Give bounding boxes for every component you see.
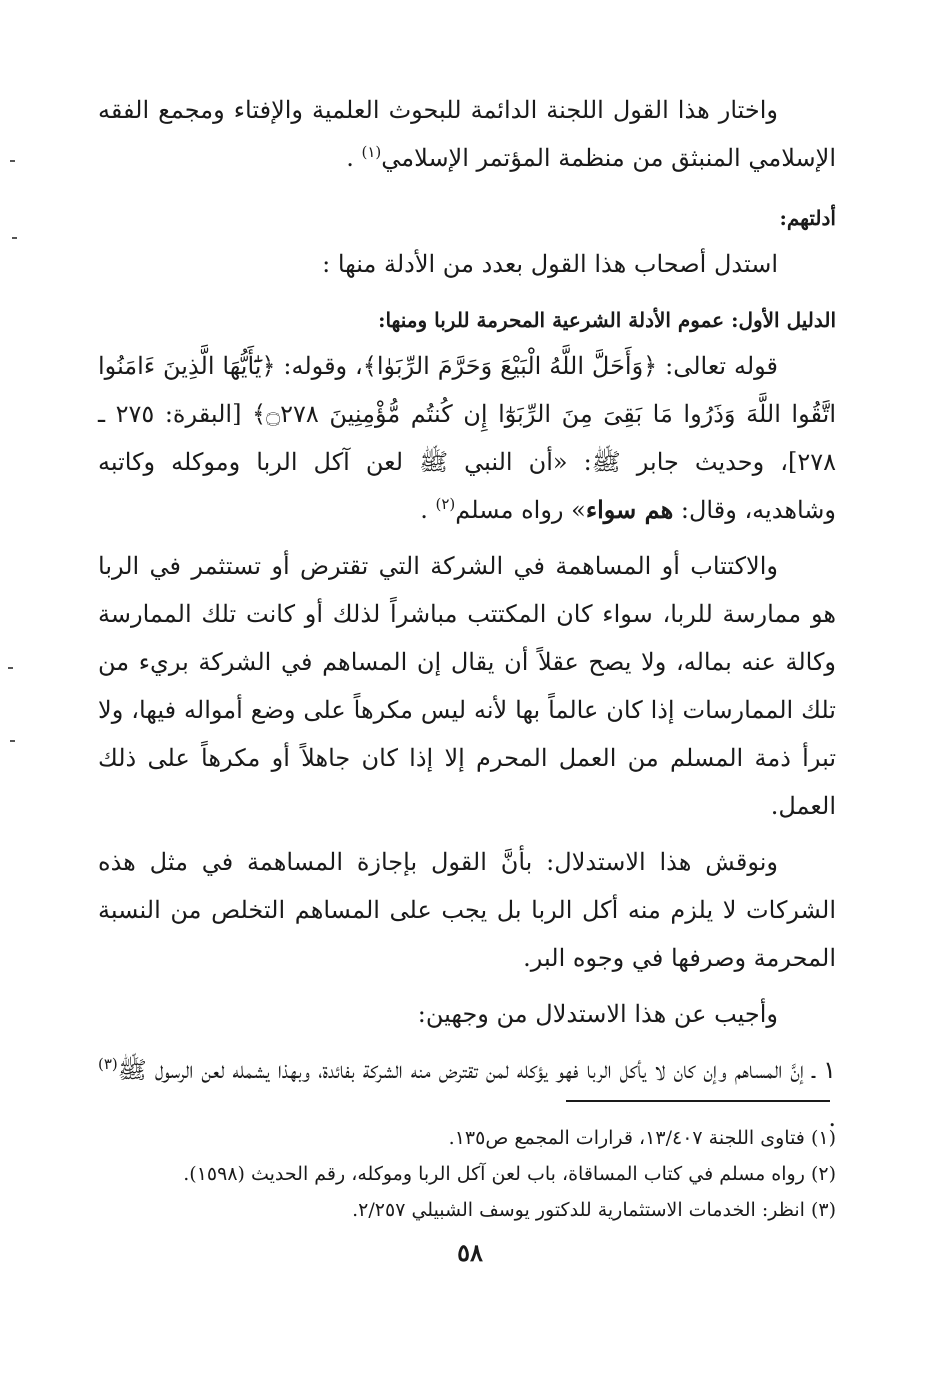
footnote-2: (٢) رواه مسلم في كتاب المساقاة، باب لعن آكل الربا وموكله، رقم الحديث (١٥٩٨). [183, 1163, 836, 1185]
footnote-ref-1: (١) [361, 143, 382, 161]
footnote-3: (٣) انظر: الخدمات الاستثمارية للدكتور يوسف الشبيلي ٢/٢٥٧. [352, 1199, 836, 1221]
quran-verse-2: ﴿يَٰٓأَيُّهَا الَّذِينَ ءَامَنُوا اتَّقُوا اللَّهَ وَذَرُوا مَا بَقِىَ مِنَ الرِّبَوٰٓا إِن كُنتُم مُّؤْمِنِينَ ۝٢٧٨﴾ [98, 352, 836, 428]
main-text [98, 86, 836, 1142]
heading-evidence: أدلتهم: [779, 206, 836, 230]
verse-intro: قوله تعالى: [657, 352, 779, 380]
footnote-1: (١) فتاوى اللجنة ١٣/٤٠٧، قرارات المجمع ص١٣٥. [448, 1127, 836, 1149]
page-number: ٥٨ [457, 1238, 483, 1267]
footnote-ref-3: (٣) [98, 1055, 118, 1073]
paragraph-subscription: والاكتتاب أو المساهمة في الشركة التي تقترض أو تستثمر في الربا هو ممارسة للربا، سواء كان المكتتب مباشراً لذلك أو كانت تلك الممارسة وكالة عنه بماله، ولا يصح عقلاً أن يقال إن المساهم في الشركة بريء من تلك الممارسات إذا كان عالماً بها لأنه ليس مكرهاً على وضع أمواله فيها، ولا تبرأ ذمة المسلم من العمل المحرم إلا إذا كان جاهلاً أو مكرهاً على ذلك العمل. [98, 552, 836, 820]
paragraph-response: وأجيب عن هذا الاستدلال من وجهين: [417, 1000, 778, 1028]
paragraph-evidence-intro: استدل أصحاب هذا القول بعدد من الأدلة منها : [322, 250, 778, 278]
footnotes [98, 1120, 836, 1228]
scan-mark [10, 160, 15, 162]
scan-mark [8, 667, 13, 669]
paragraph-objection: ونوقش هذا الاستدلال: بأنَّ القول بإجازة المساهمة في مثل هذه الشركات لا يلزم منه أكل الربا بل يجب على المساهم التخلص من النسبة المحرمة وصرفها في وجوه البر. [98, 848, 836, 972]
paragraph-point-1: ١ ـ إنَّ المساهم وإن كان لا يأكل الربا فهو يؤكله لمن تقترض منه الشركة بفائدة، وبهذا يشمله لعن الرسول ﷺ$^{(٣)}$ . [98, 1055, 836, 1132]
paragraph-adoption: واختار هذا القول اللجنة الدائمة للبحوث العلمية والإفتاء ومجمع الفقه الإسلامي المنبثق من منظمة المؤتمر الإسلامي$^{(١)}$ . [98, 96, 836, 172]
heading-first-evidence: الدليل الأول: عموم الأدلة الشرعية المحرمة للربا ومنها: [378, 308, 836, 332]
adoption-text: واختار هذا القول اللجنة الدائمة للبحوث العلمية والإفتاء ومجمع الفقه الإسلامي المنبثق من منظمة المؤتمر الإسلامي [98, 96, 836, 172]
hadith-source: » رواه مسلم [455, 496, 586, 524]
hadith-bold: هم سواء [585, 495, 674, 524]
hadith-text: [البقرة: ٢٧٥ ـ ٢٧٨]، وحديث جابر ﷺ: «أن النبي ﷺ لعن آكل الربا وموكله وكاتبه وشاهديه، وقال: [98, 400, 836, 524]
verse-mid: ، وقوله: [275, 352, 363, 380]
point-1-text: ١ ـ إنَّ المساهم وإن كان لا يأكل الربا فهو يؤكله لمن تقترض منه الشركة بفائدة، وبهذا يشمله لعن الرسول ﷺ [117, 1056, 836, 1084]
footnote-separator [566, 1100, 830, 1102]
scan-mark [10, 740, 15, 742]
footnote-ref-2: (٢) [435, 495, 456, 513]
quran-verse-1: ﴿وَأَحَلَّ اللَّهُ الْبَيْعَ وَحَرَّمَ الرِّبَوٰا﴾ [362, 352, 658, 380]
paragraph-first-evidence: قوله تعالى: ﴿وَأَحَلَّ اللَّهُ الْبَيْعَ وَحَرَّمَ الرِّبَوٰا﴾، وقوله: ﴿يَٰٓأَيُّهَا الَّذِينَ ءَامَنُوا اتَّقُوا اللَّهَ وَذَرُوا مَا بَقِىَ مِنَ الرِّبَوٰٓا إِن كُنتُم مُّؤْمِنِينَ ۝٢٧٨﴾ [البقرة: ٢٧٥ ـ ٢٧٨]، وحديث جابر ﷺ: «أن النبي ﷺ لعن آكل الربا وموكله وكاتبه وشاهديه، وقال: هم سواء» رواه مسلم$^{(٢)}$ . [98, 352, 836, 524]
scan-mark [12, 237, 17, 239]
